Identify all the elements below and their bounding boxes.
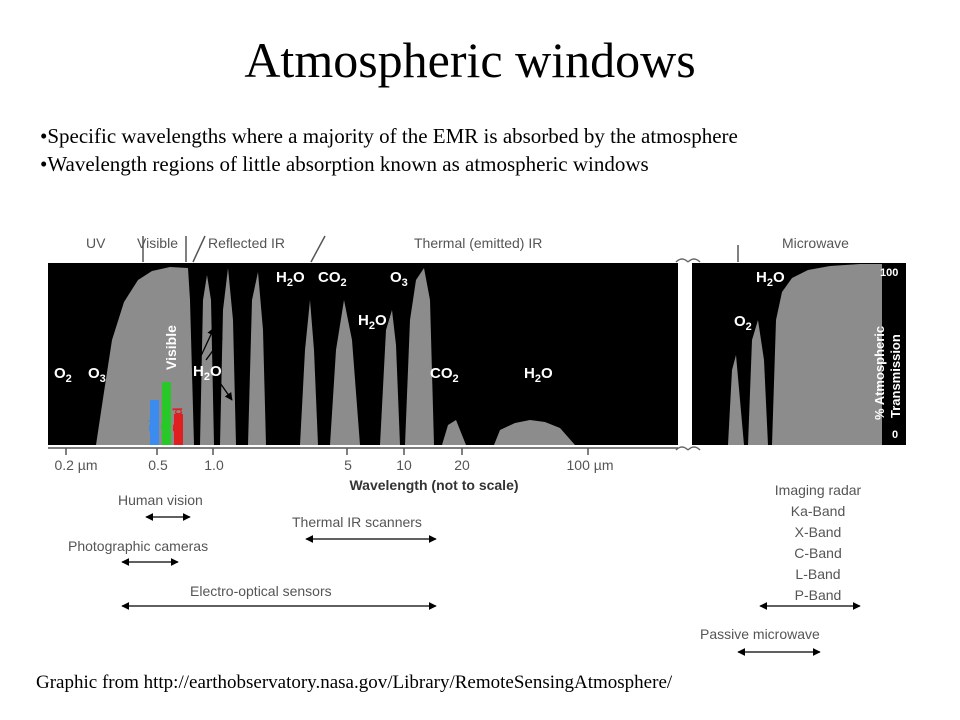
sensor-label-photographic-cameras: Photographic cameras	[68, 538, 209, 554]
sensor-label-human-vision: Human vision	[118, 492, 203, 508]
visible-vertical-label: Visible	[163, 325, 179, 370]
axis-tick: 0.5	[148, 457, 168, 473]
svg-text:H2O: $H_2O$	[358, 312, 387, 332]
absorber-label-h2o-microwave: $H_2O$	[756, 269, 785, 289]
svg-text:O3: $O_3$	[88, 365, 106, 385]
svg-text:CO2: $CO_2$	[318, 269, 347, 289]
scale-label-transmission: Transmission	[888, 334, 903, 418]
color-label-blue: Blue	[146, 403, 161, 432]
svg-text:H2O: $H_2O$	[193, 363, 222, 383]
radar-heading: Imaging radar	[774, 482, 862, 498]
sensor-label-electro-optical: Electro-optical sensors	[190, 583, 332, 599]
sensor-labels	[68, 492, 820, 642]
bullet-item: • Specific wavelengths where a majority of the EMR is absorbed by the atmosphere	[40, 122, 738, 150]
radar-band: C-Band	[794, 545, 842, 561]
region-label-microwave: Microwave	[782, 235, 849, 251]
radar-band: P-Band	[794, 587, 842, 603]
scale-label-atmospheric: % Atmospheric	[872, 325, 887, 420]
axis-tick: 100 µm	[566, 457, 614, 473]
absorber-label-o2-microwave: $O_2$	[734, 313, 752, 333]
color-label-red: Red	[170, 407, 185, 432]
svg-text:CO2: $CO_2$	[430, 365, 459, 385]
region-label-reflected-ir: Reflected IR	[208, 235, 286, 251]
svg-text:O3: $O_3$	[390, 269, 408, 289]
color-label-green: Green	[158, 394, 173, 432]
region-label-visible: Visible	[137, 235, 178, 251]
radar-band: X-Band	[794, 524, 842, 540]
svg-text:H2O: $H_2O$	[276, 269, 305, 289]
radar-band: Ka-Band	[790, 503, 846, 519]
radar-band: L-Band	[795, 566, 841, 582]
slide-title: Atmospheric windows	[244, 32, 696, 88]
sensor-label-thermal-ir-scanners: Thermal IR scanners	[292, 514, 422, 530]
axis-title: Wavelength (not to scale)	[349, 477, 519, 493]
axis-tick: 10	[396, 457, 412, 473]
sensor-label-passive-microwave: Passive microwave	[700, 626, 820, 642]
source-footer: Graphic from http://earthobservatory.nasa.gov/Library/RemoteSensingAtmosphere/	[36, 672, 673, 693]
scale-bottom-label: 0	[892, 429, 899, 441]
region-label-thermal-ir: Thermal (emitted) IR	[414, 235, 543, 251]
bullet-item: • Wavelength regions of little absorption known as atmospheric windows	[40, 150, 738, 178]
scale-top-label: 100	[880, 267, 899, 279]
imaging-radar-list	[775, 482, 862, 603]
wavelength-axis	[48, 448, 678, 455]
axis-tick: 0.2 µm	[54, 457, 98, 473]
axis-tick: 20	[454, 457, 470, 473]
svg-text:H2O: $H_2O$	[524, 365, 553, 385]
region-label-uv: UV	[86, 235, 106, 251]
svg-text:O2: $O_2$	[54, 365, 72, 385]
axis-tick: 5	[344, 457, 352, 473]
axis-tick: 1.0	[204, 457, 224, 473]
